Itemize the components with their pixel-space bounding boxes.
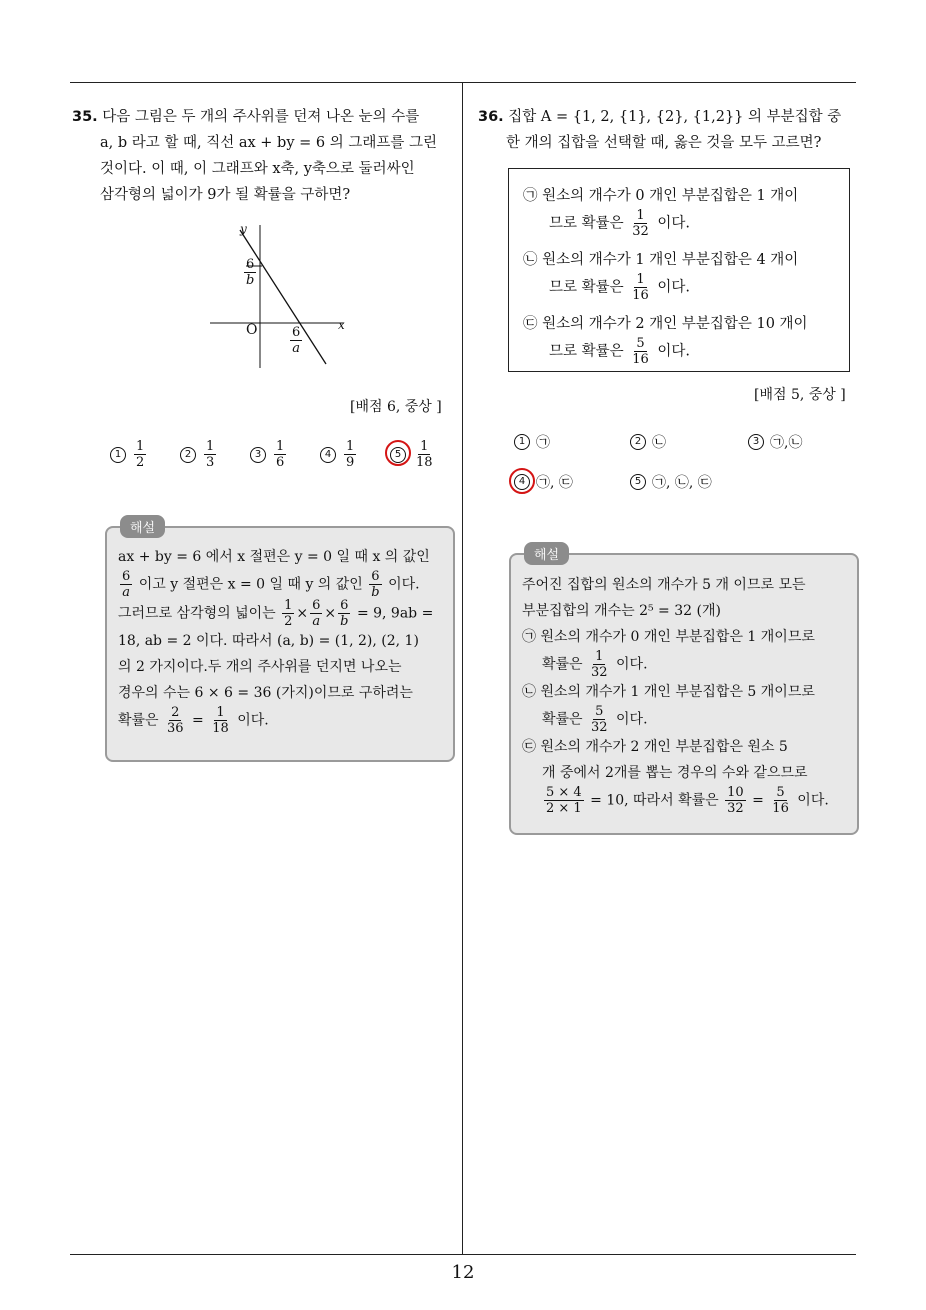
y-intercept-label: $\frac{6}{b}$ bbox=[246, 257, 255, 288]
stem-line: 한 개의 집합을 선택할 때, 옳은 것을 모두 고르면? bbox=[506, 135, 822, 151]
line-graph bbox=[210, 220, 360, 370]
solution-tag: 해설 bbox=[524, 542, 569, 565]
answer-circle-mark bbox=[509, 468, 535, 494]
choice-mark: 4 bbox=[514, 474, 530, 490]
statement-item: ㉢ 원소의 개수가 2 개인 부분집합은 10 개이 므로 확률은 $\frac{5}{16}$ 이다. bbox=[523, 316, 808, 367]
x-intercept-label: $\frac{6}{a}$ bbox=[292, 325, 301, 356]
solution-line: $\frac{6}{a}$ 이고 y 절편은 x = 0 일 때 y 의 값인 $\frac{6}{b}$ 이다. bbox=[122, 569, 420, 600]
solution-text-35 bbox=[118, 544, 444, 735]
choice-3[interactable]: 3 $\frac{1}{6}$ bbox=[250, 440, 288, 469]
solution-text-36 bbox=[522, 572, 848, 815]
solution-line: 확률은 $\frac{2}{36}$ = $\frac{1}{18}$ 이다. bbox=[118, 705, 269, 736]
choice-mark: 2 bbox=[630, 434, 646, 450]
x-axis-label: x bbox=[338, 318, 345, 332]
graph-line bbox=[240, 230, 326, 364]
page-number: 12 bbox=[451, 1262, 475, 1283]
statement-item: ㉠ 원소의 개수가 0 개인 부분집합은 1 개이 므로 확률은 $\frac{1}{32}$ 이다. bbox=[523, 188, 799, 239]
choice-3[interactable]: 3 ㉠,㉡ bbox=[748, 432, 802, 452]
choice-4[interactable]: 4 ㉠, ㉢ bbox=[514, 472, 573, 492]
question-number: 36. bbox=[478, 109, 504, 125]
solution-line: ㉡ 원소의 개수가 1 개인 부분집합은 5 개이므로 bbox=[522, 684, 815, 700]
choice-4[interactable]: 4 $\frac{1}{9}$ bbox=[320, 440, 358, 469]
solution-line: 부분집합의 개수는 2⁵ = 32 (개) bbox=[522, 603, 721, 619]
solution-line: 확률은 $\frac{5}{32}$ 이다. bbox=[542, 704, 648, 735]
stem-line: 집합 A = {1, 2, {1}, {2}, {1,2}} 의 부분집합 중 bbox=[508, 109, 842, 125]
statement-item: ㉡ 원소의 개수가 1 개인 부분집합은 4 개이 므로 확률은 $\frac{1}{16}$ 이다. bbox=[523, 252, 799, 303]
solution-line: ㉢ 원소의 개수가 2 개인 부분집합은 원소 5 bbox=[522, 739, 788, 755]
choice-mark: 3 bbox=[250, 447, 266, 463]
stem-line: 다음 그림은 두 개의 주사위를 던져 나온 눈의 수를 bbox=[102, 109, 420, 125]
solution-line: 그러므로 삼각형의 넓이는 $\frac{1}{2}$ × $\frac{6}{a}$ × $\frac{6}{b}$ = 9, 9ab = bbox=[118, 598, 434, 629]
choice-2[interactable]: 2 $\frac{1}{3}$ bbox=[180, 440, 218, 469]
choice-5[interactable]: 5 ㉠, ㉡, ㉢ bbox=[630, 472, 712, 492]
origin-label: O bbox=[246, 322, 258, 338]
solution-line: 의 2 가지이다.두 개의 주사위를 던지면 나오는 bbox=[118, 659, 402, 675]
answer-circle-mark bbox=[385, 440, 411, 466]
stem-line: a, b 라고 할 때, 직선 ax + by = 6 의 그래프를 그린 bbox=[100, 135, 437, 151]
choice-2[interactable]: 2 ㉡ bbox=[630, 432, 666, 452]
choice-mark: 5 bbox=[390, 447, 406, 463]
choice-1[interactable]: 1 $\frac{1}{2}$ bbox=[110, 440, 148, 469]
choice-1[interactable]: 1 ㉠ bbox=[514, 432, 550, 452]
column-divider bbox=[462, 82, 463, 1254]
question-36-stem bbox=[478, 104, 858, 156]
y-axis-label: y bbox=[240, 222, 247, 236]
choice-mark: 5 bbox=[630, 474, 646, 490]
solution-line: $\frac{5 \times 4}{2 \times 1}$ = 10, 따라서 확률은 $\frac{10}{32}$ = $\frac{5}{16}$ 이다. bbox=[546, 785, 829, 816]
score-label: [배점 6, 중상 ] bbox=[350, 399, 442, 415]
statement-box bbox=[508, 168, 850, 372]
solution-line: 18, ab = 2 이다. 따라서 (a, b) = (1, 2), (2, 1) bbox=[118, 633, 419, 649]
solution-line: 주어진 집합의 원소의 개수가 5 개 이므로 모든 bbox=[522, 577, 806, 593]
solution-line: 경우의 수는 6 × 6 = 36 (가지)이므로 구하려는 bbox=[118, 685, 413, 701]
score-label: [배점 5, 중상 ] bbox=[754, 387, 846, 403]
solution-tag: 해설 bbox=[120, 515, 165, 538]
choice-mark: 2 bbox=[180, 447, 196, 463]
choice-mark: 1 bbox=[110, 447, 126, 463]
solution-line: ax + by = 6 에서 x 절편은 y = 0 일 때 x 의 값인 bbox=[118, 549, 430, 565]
top-rule bbox=[70, 82, 856, 83]
choice-5[interactable]: 5 $\frac{1}{18}$ bbox=[390, 440, 437, 469]
choice-mark: 3 bbox=[748, 434, 764, 450]
question-35-stem bbox=[72, 104, 456, 208]
choice-mark: 1 bbox=[514, 434, 530, 450]
solution-line: 확률은 $\frac{1}{32}$ 이다. bbox=[542, 649, 648, 680]
bottom-rule bbox=[70, 1254, 856, 1255]
stem-line: 삼각형의 넓이가 9가 될 확률을 구하면? bbox=[100, 187, 351, 203]
stem-line: 것이다. 이 때, 이 그래프와 x축, y축으로 둘러싸인 bbox=[100, 161, 415, 177]
solution-line: 개 중에서 2개를 뽑는 경우의 수와 같으므로 bbox=[542, 765, 808, 781]
solution-line: ㉠ 원소의 개수가 0 개인 부분집합은 1 개이므로 bbox=[522, 629, 815, 645]
question-number: 35. bbox=[72, 109, 98, 125]
choice-mark: 4 bbox=[320, 447, 336, 463]
